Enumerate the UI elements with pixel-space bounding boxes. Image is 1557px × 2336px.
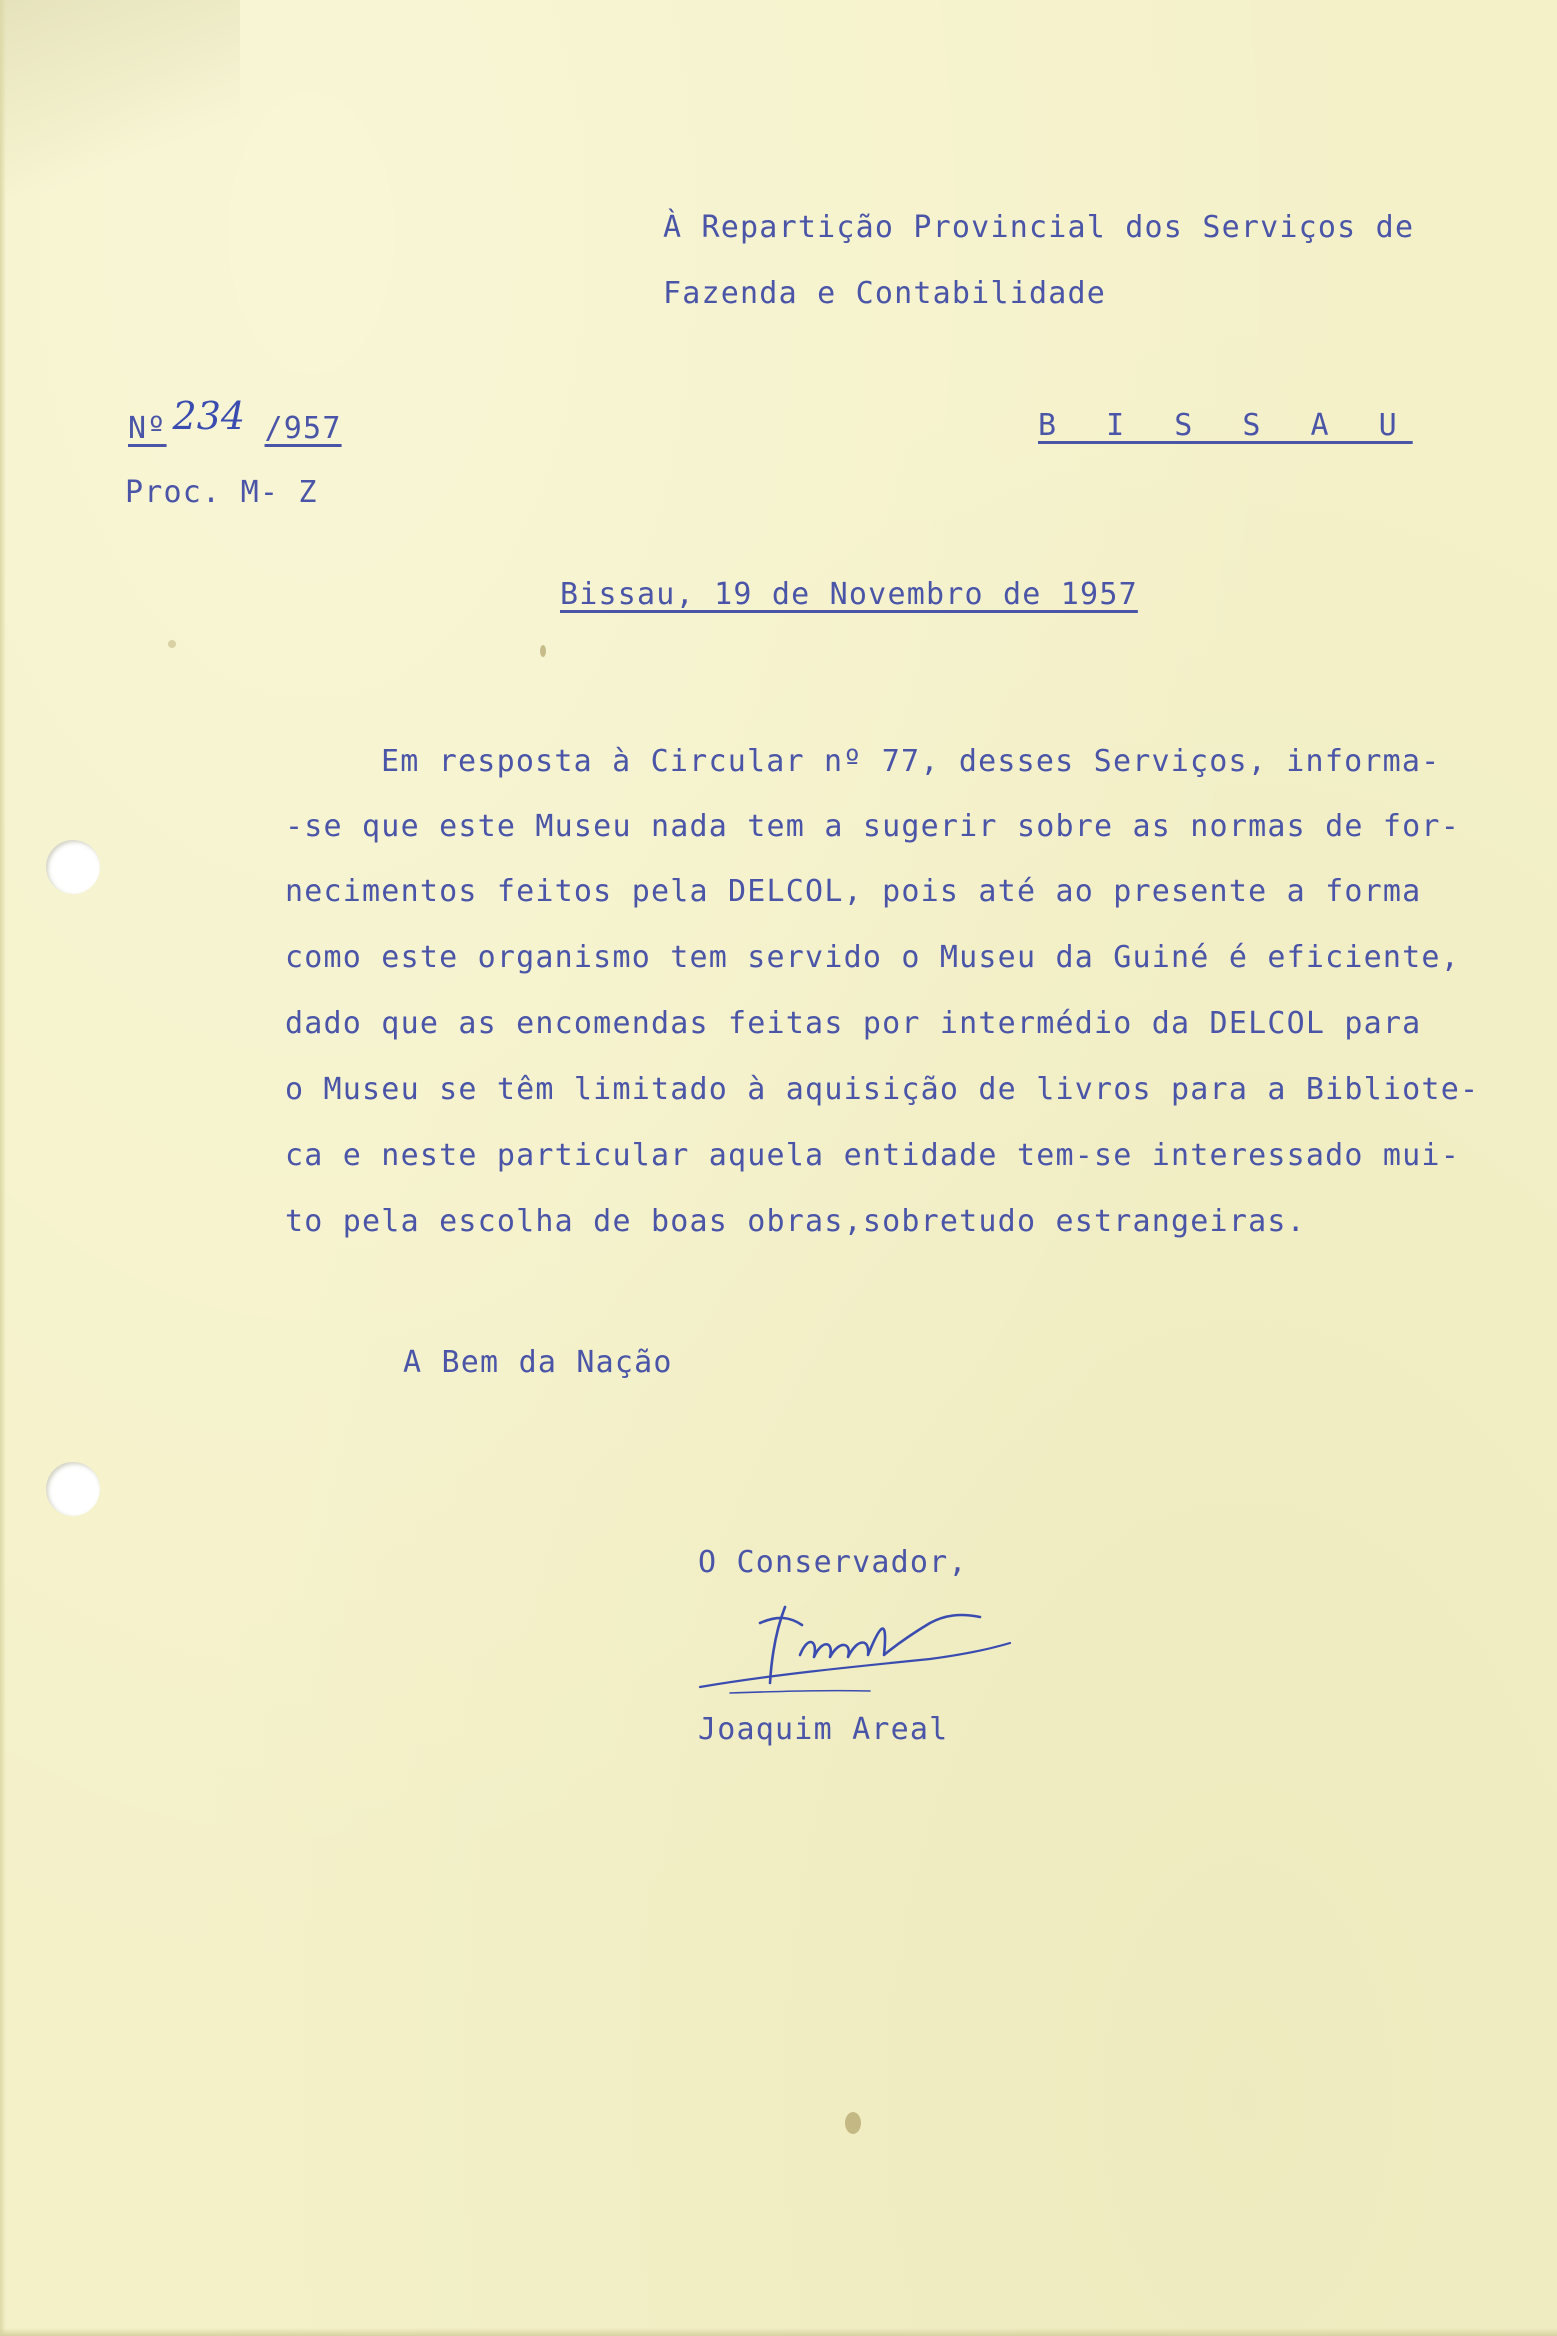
reference-prefix: Nº xyxy=(128,411,167,446)
body-line: to pela escolha de boas obras,sobretudo estrangeiras. xyxy=(285,1204,1306,1239)
handwritten-signature xyxy=(690,1595,1020,1715)
paper-stain xyxy=(540,645,546,657)
reference-number xyxy=(128,394,342,446)
signatory-name: Joaquim Areal xyxy=(698,1712,949,1747)
addressee-line-1: À Repartição Provincial dos Serviços de xyxy=(663,210,1415,245)
addressee-line-2: Fazenda e Contabilidade xyxy=(663,276,1107,311)
body-line: ca e neste particular aquela entidade tem-se interessado mui- xyxy=(285,1138,1460,1173)
paper-stain xyxy=(168,640,176,648)
body-line: -se que este Museu nada tem a sugerir sobre as normas de for- xyxy=(285,809,1460,844)
process-reference: Proc. M- Z xyxy=(125,475,318,510)
punch-hole-icon xyxy=(46,1462,100,1516)
paper-stain xyxy=(845,2112,861,2134)
signatory-title: O Conservador, xyxy=(698,1545,968,1580)
body-line: dado que as encomendas feitas por intermédio da DELCOL para xyxy=(285,1006,1422,1041)
paper-bottom-edge xyxy=(0,2328,1557,2336)
punch-hole-icon xyxy=(46,840,100,894)
paper-fold-shadow xyxy=(0,0,240,210)
closing-salutation: A Bem da Nação xyxy=(403,1345,673,1380)
body-line: Em resposta à Circular nº 77, desses Serviços, informa- xyxy=(381,744,1441,779)
body-line: como este organismo tem servido o Museu da Guiné é eficiente, xyxy=(285,940,1460,975)
handwritten-reference-number: 234 xyxy=(172,394,246,438)
date-line: Bissau, 19 de Novembro de 1957 xyxy=(560,577,1138,612)
city-heading: B I S S A U xyxy=(1038,408,1413,443)
body-line: o Museu se têm limitado à aquisição de livros para a Bibliote- xyxy=(285,1072,1480,1107)
reference-year: /957 xyxy=(264,411,342,446)
paper-left-edge xyxy=(0,0,6,2336)
body-line: necimentos feitos pela DELCOL, pois até ao presente a forma xyxy=(285,874,1422,909)
